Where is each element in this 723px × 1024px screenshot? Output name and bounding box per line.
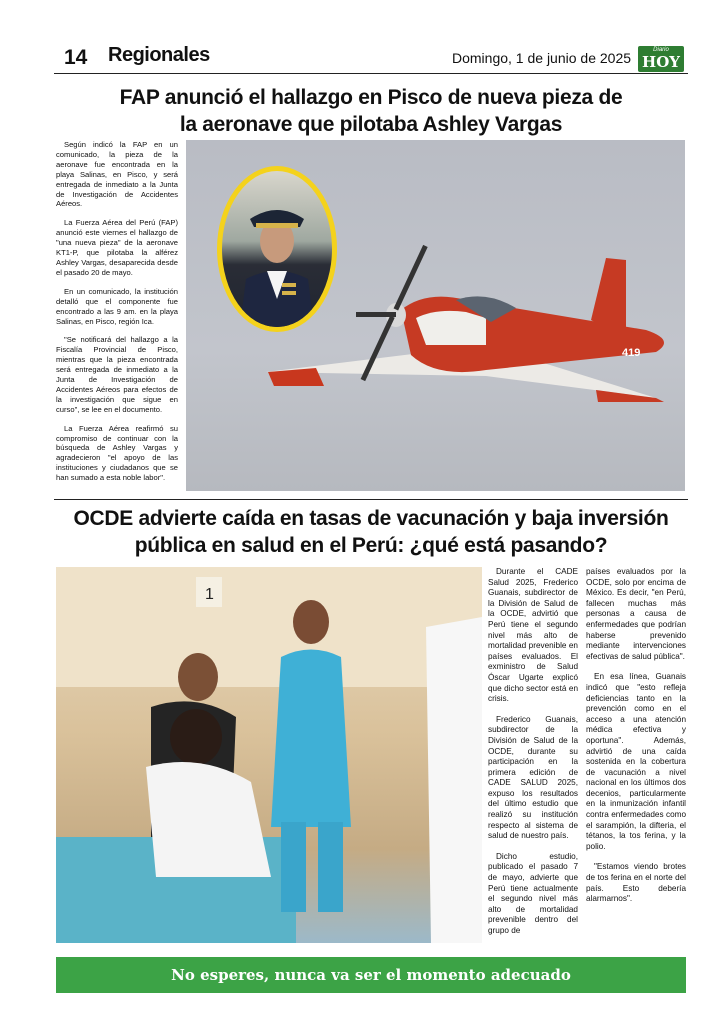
article2-paragraph: En esa línea, Guanais indicó que "esto refleja deficiencias tanto en la prevención como en el acceso a una atención médica efectiva y oportuna". Además, advirtió de una caída sostenida en la cobertura de vacunación a nivel nacional en los últimos dos decenios, particularmente en la inmunización infantil contra enfermedades como el sarampión, la difteria, el tétanos, la tos ferina, y la polio.	[586, 672, 686, 851]
logo-big-text: HOY	[642, 53, 680, 71]
article1-paragraph: La Fuerza Aérea reafirmó su compromiso de continuar con la búsqueda de Ashley Vargas y agradecieron "el apoyo de las instituciones y ciudadanos que se han sumado a esta noble labor".	[56, 423, 178, 483]
article2-paragraph: países evaluados por la OCDE, solo por encima de México. Es decir, "en Perú, fallecen muchas más personas a causa de enfermedades que podrían haberse prevenido mediante intervenciones efectivas de salud pública".	[586, 567, 686, 661]
clinic-photo	[56, 567, 482, 943]
newspaper-logo	[638, 46, 684, 72]
article1-paragraph: Según indicó la FAP en un comunicado, la pieza de la aeronave fue encontrada en la playa Salinas, en Pisco, y será entregada de inmediato a la Junta de Investigación de Accidentes Aéreos.	[56, 140, 178, 209]
article1-paragraph: En un comunicado, la institución detalló que el componente fue encontrado a las 9 am. en la playa Salinas, en Pisco, región Ica.	[56, 286, 178, 326]
article1-headline-line1: FAP anunció el hallazgo en Pisco de nueva pieza de	[119, 86, 623, 109]
article1-headline-line2: la aeronave que pilotaba Ashley Vargas	[179, 113, 563, 136]
article2-headline	[56, 505, 686, 559]
section-title: Regionales	[108, 44, 210, 66]
article2-paragraph: Durante el CADE Salud 2025, Frederico Guanais, subdirector de la División de Salud de la OCDE, advirtió que Perú tiene el segundo nivel más alto de mortalidad prevenible en países evaluados. El exministro de Salud Óscar Ugarte explicó que dicho sector está en crisis.	[488, 567, 578, 704]
article1-paragraph: "Se notificará del hallazgo a la Fiscalía Provincial de Pisco, mientras que la pieza encontrada será entregada de inmediato a la Junta de Investigación de Accidentes Aéreos para efectos de la investigación que sigue en curso", se lee en el documento.	[56, 335, 178, 414]
page-number: 14	[64, 46, 88, 69]
article2-paragraph: Dicho estudio, publicado el pasado 7 de mayo, advierte que Perú tiene actualmente el segundo nivel más alto de mortalidad prevenible dentro del grupo de	[488, 851, 578, 935]
issue-date: Domingo, 1 de junio de 2025	[452, 50, 632, 66]
article2-paragraph: Frederico Guanais, subdirector de la División de Salud de la OCDE, durante su participación en la primera edición de CADE SALUD 2025, expuso los resultados del último estudio que realizó su institución respecto al sistema de salud de nuestro país.	[488, 714, 578, 841]
article2-column-2	[586, 567, 686, 915]
article1-headline	[56, 84, 686, 138]
footer-banner: No esperes, nunca va ser el momento adecuado	[56, 957, 686, 993]
header-rule	[54, 73, 688, 74]
logo-small-text: Diario	[653, 47, 669, 53]
pilot-portrait-illustration	[222, 171, 332, 327]
aircraft-tail-number: 419	[622, 347, 641, 359]
article1-text-column	[56, 140, 178, 492]
article2-headline-line2: pública en salud en el Perú: ¿qué está pasando?	[134, 534, 608, 557]
article2-column-1	[488, 567, 578, 947]
article1-paragraph: La Fuerza Aérea del Perú (FAP) anunció este viernes el hallazgo de "una nueva pieza" de la aeronave KT1-P, que pilotaba la alférez Ashley Vargas, desaparecida desde el pasado 20 de mayo.	[56, 218, 178, 277]
article2-paragraph: "Estamos viendo brotes de tos ferina en el norte del país. Esto debería alarmarnos".	[586, 862, 686, 904]
pilot-portrait	[222, 171, 332, 327]
article-divider	[54, 499, 688, 500]
room-number: 1	[205, 586, 214, 603]
clinic-illustration	[56, 567, 482, 943]
article2-headline-line1: OCDE advierte caída en tasas de vacunación y baja inversión	[73, 507, 669, 530]
